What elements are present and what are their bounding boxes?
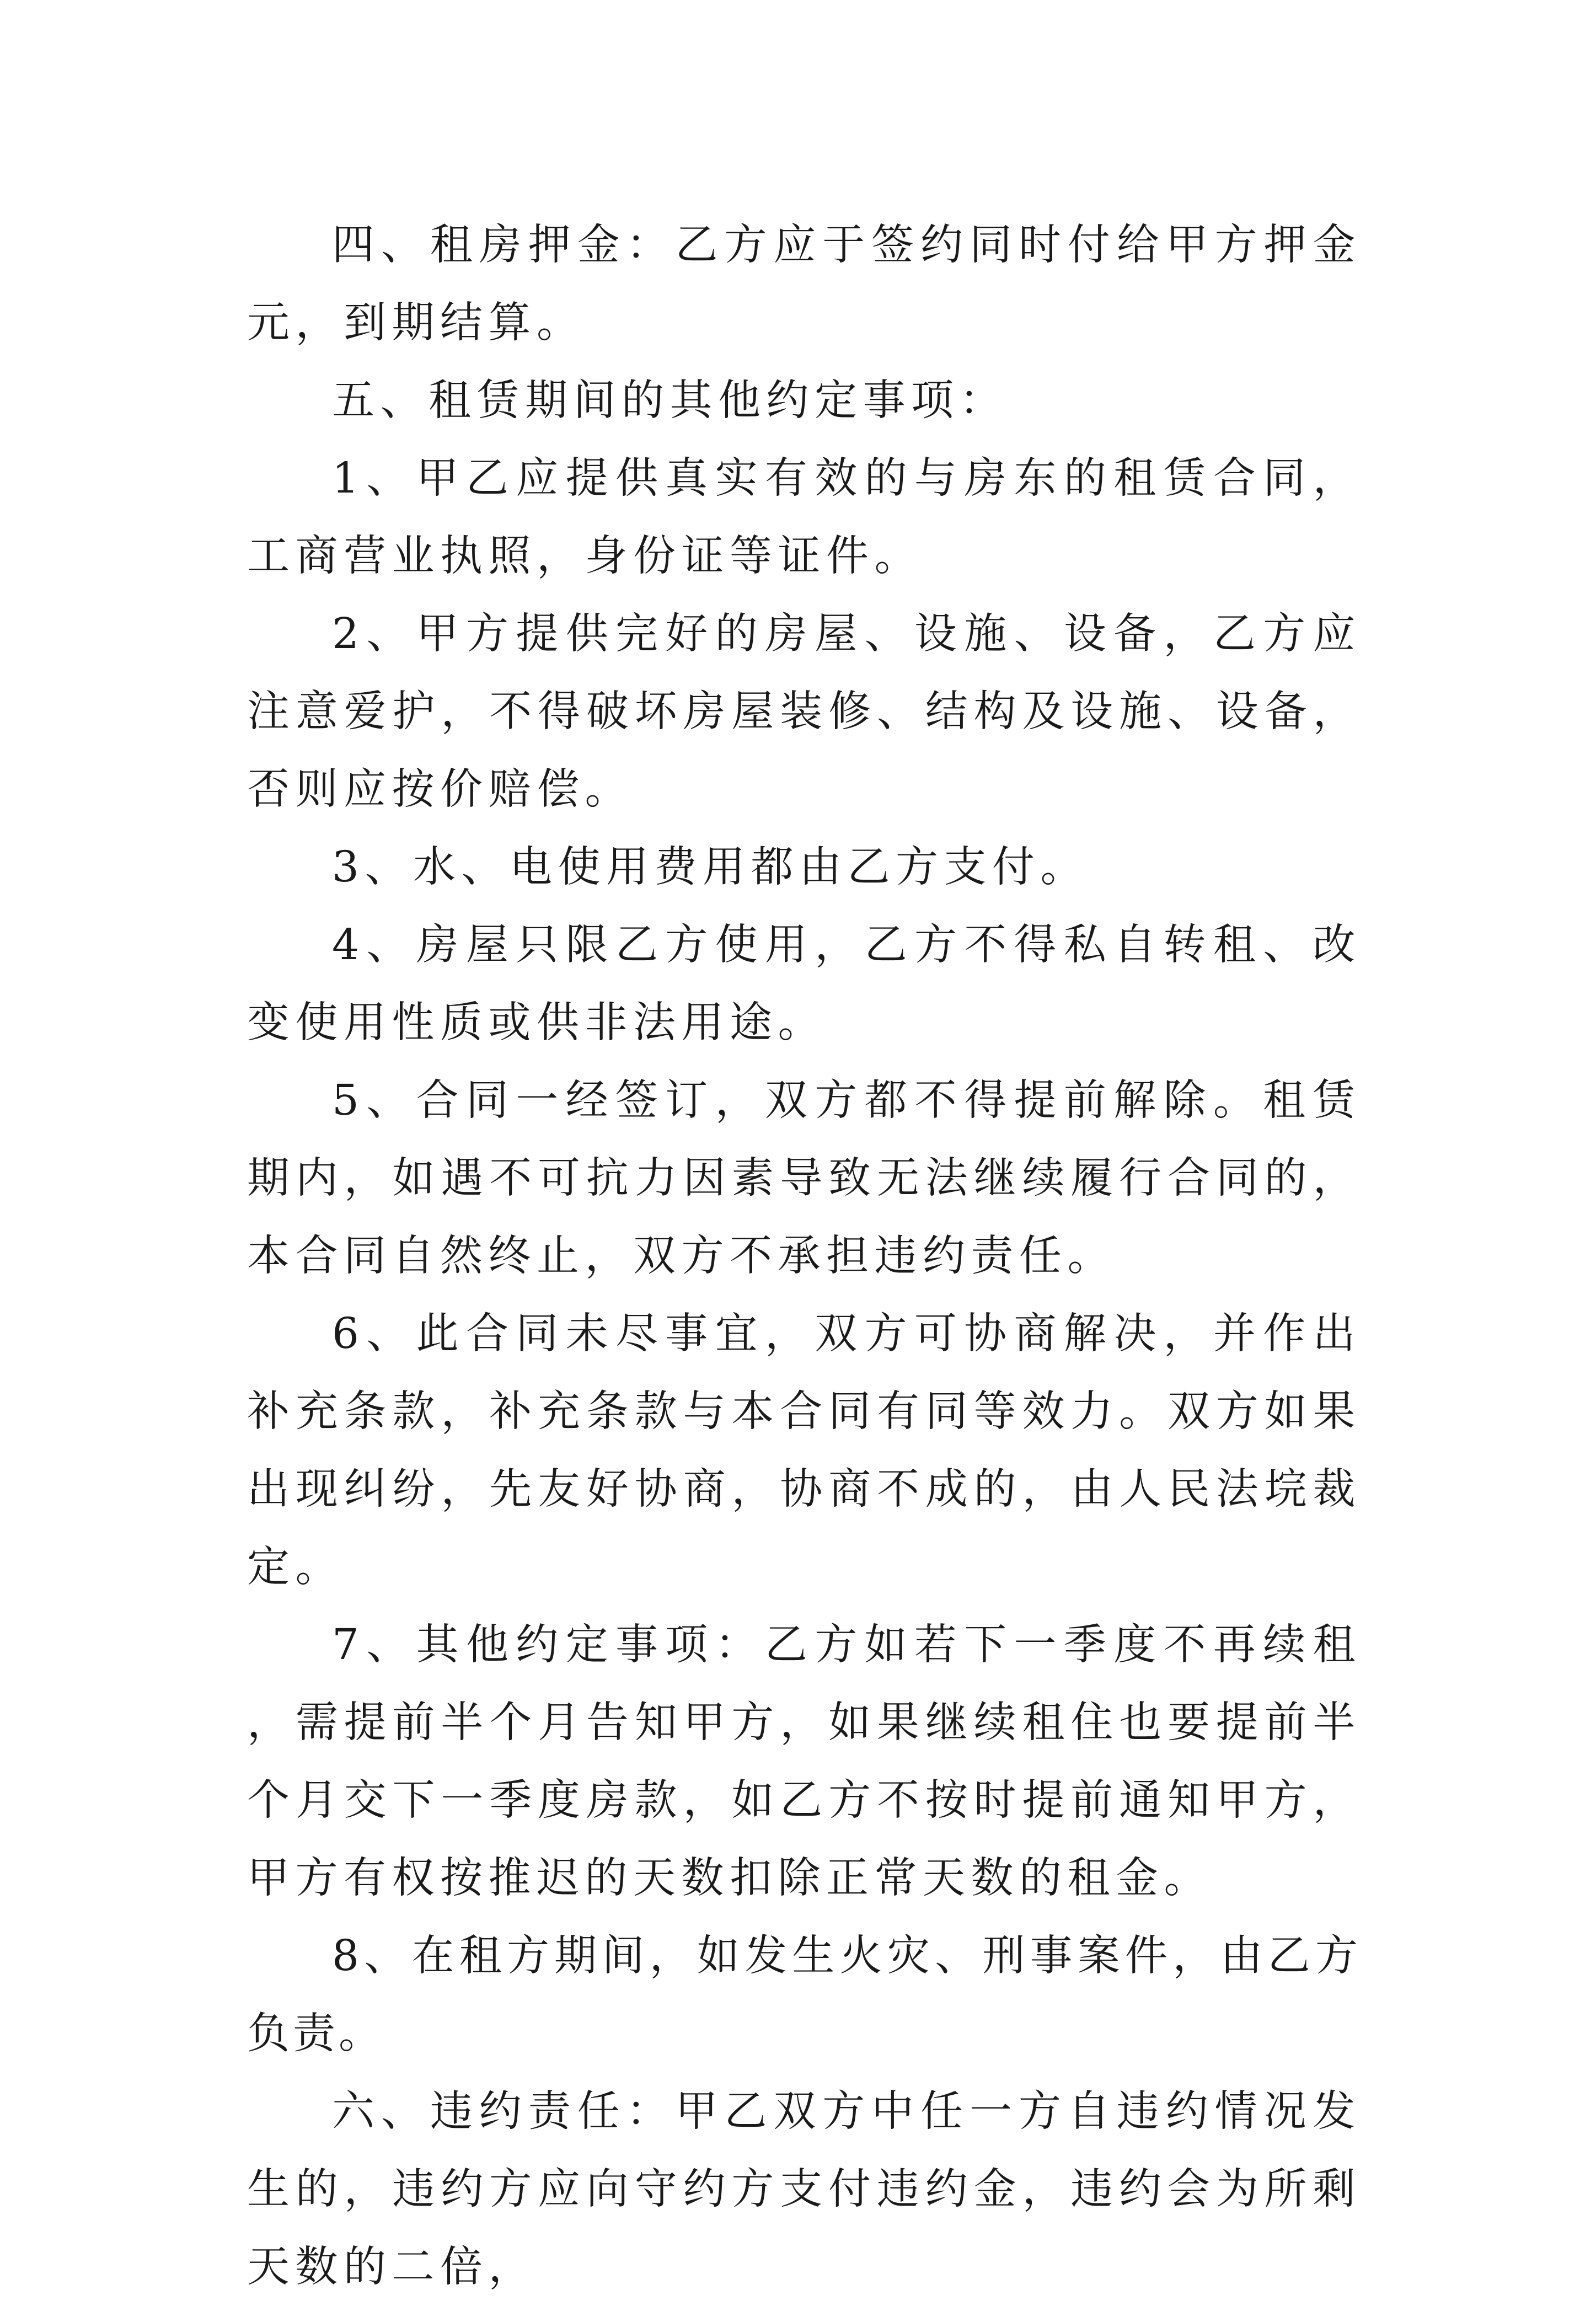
paragraph-term-5: 5、合同一经签订，双方都不得提前解除。租赁期内，如遇不可抗力因素导致无法继续履行合同的，本合同自然终止，双方不承担违约责任。 (247, 1076, 1361, 1281)
document-body (247, 206, 1361, 2306)
paragraph-term-4: 4、房屋只限乙方使用，乙方不得私自转租、改变使用性质或供非法用途。 (247, 921, 1361, 1047)
paragraph-term-6: 6、此合同未尽事宜，双方可协商解决，并作出补充条款，补充条款与本合同有同等效力。双方如果出现纠纷，先友好协商，协商不成的，由人民法垸裁定。 (247, 1309, 1361, 1592)
paragraph-term-7: 7、其他约定事项：乙方如若下一季度不再续租，需提前半个月告知甲方，如果继续租住也要提前半个月交下一季度房款，如乙方不按时提前通知甲方，甲方有权按推迟的天数扣除正常天数的租金。 (247, 1620, 1361, 1903)
paragraph-term-3: 3、水、电使用费用都由乙方支付。 (332, 843, 1089, 892)
paragraph-other-terms-heading: 五、租赁期间的其他约定事项： (332, 376, 1008, 425)
paragraph-term-2: 2、甲方提供完好的房屋、设施、设备，乙方应注意爱护，不得破坏房屋装修、结构及设施、设备，否则应按价赔偿。 (247, 609, 1361, 814)
paragraph-deposit: 四、租房押金：乙方应于签约同时付给甲方押金元，到期结算。 (247, 221, 1361, 347)
paragraph-term-8: 8、在租方期间，如发生火灾、刑事案件，由乙方负责。 (247, 1932, 1361, 2058)
paragraph-breach-liability: 六、违约责任：甲乙双方中任一方自违约情况发生的，违约方应向守约方支付违约金，违约会为所剩天数的二倍， (247, 2087, 1361, 2292)
paragraph-term-1: 1、甲乙应提供真实有效的与房东的租赁合同，工商营业执照，身份证等证件。 (247, 454, 1361, 581)
